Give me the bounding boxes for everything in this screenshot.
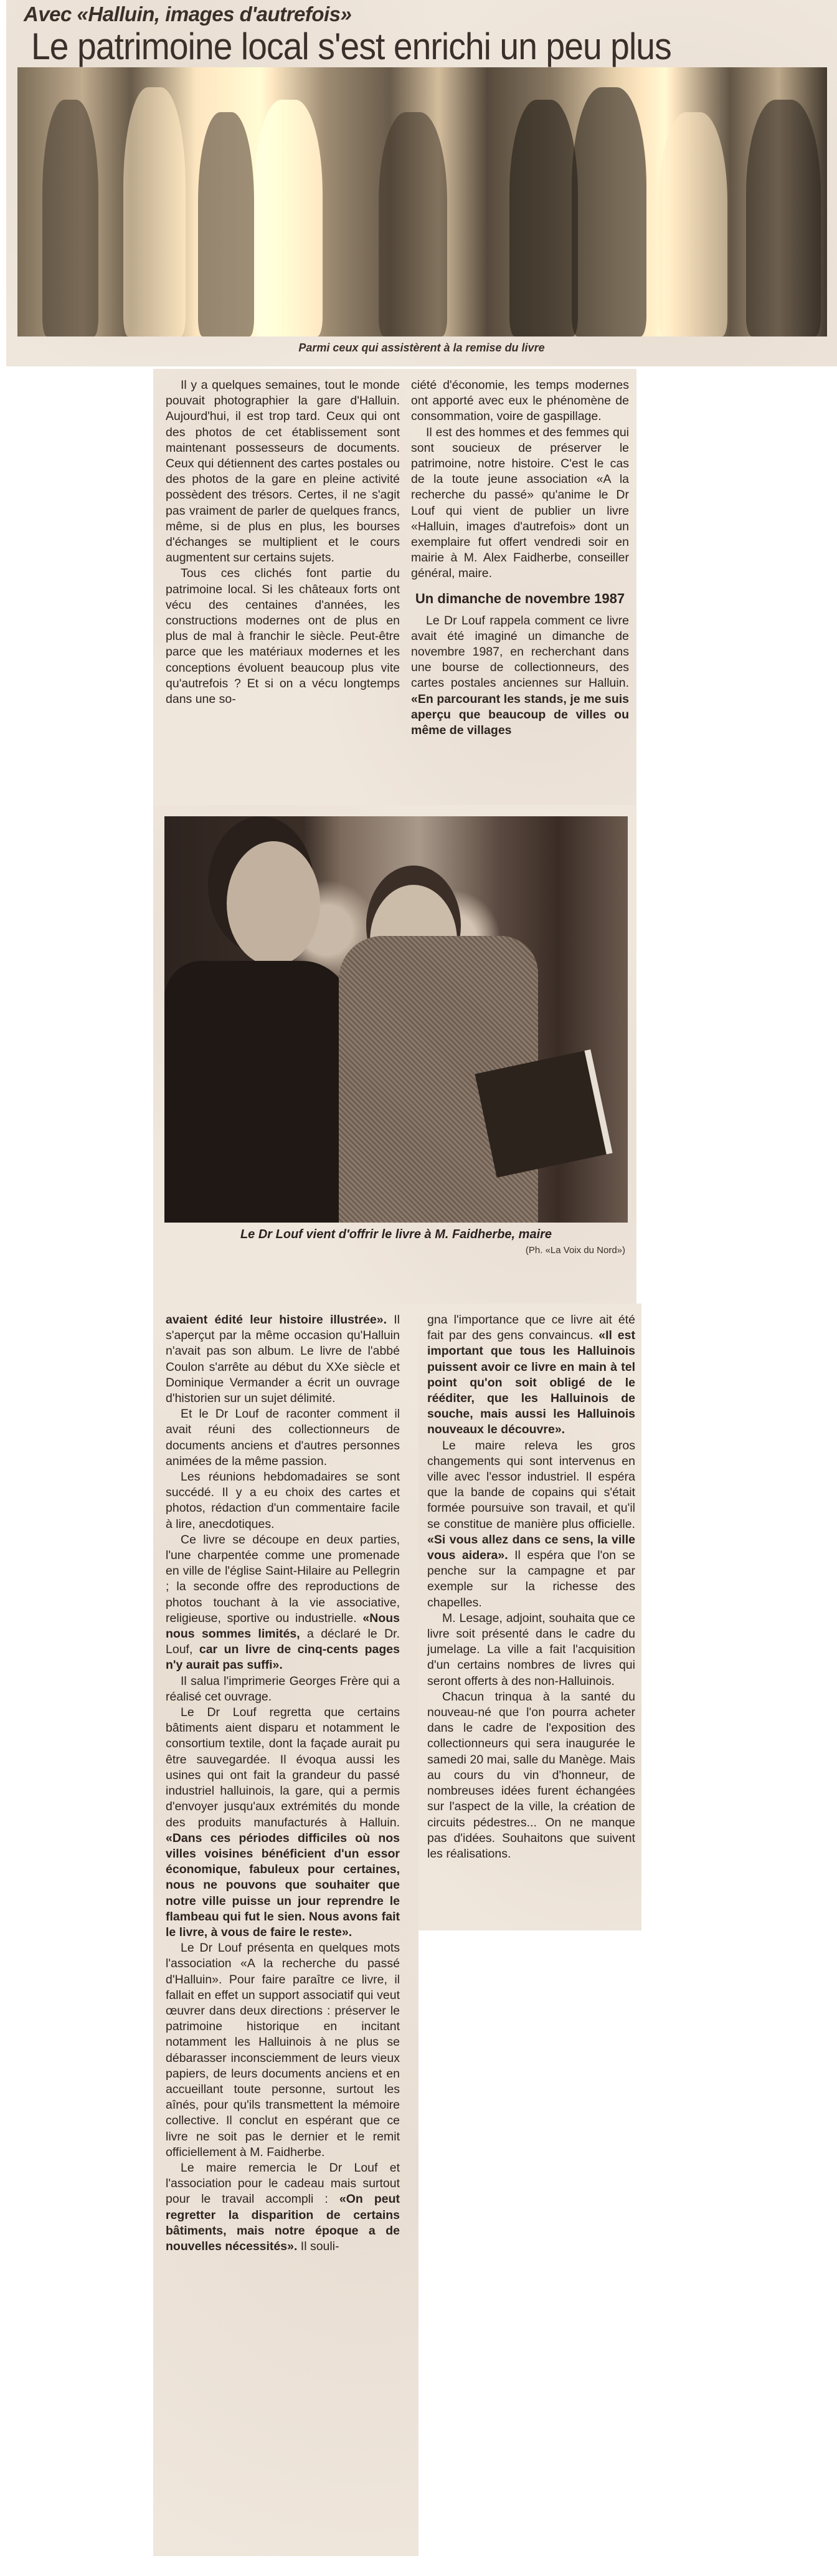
group-photo bbox=[17, 67, 827, 336]
quote-bold: «Il est important que tous les Halluinois puissent avoir ce livre en main à tel point qu'on soit obligé de le rééditer, que les Halluinois de souche, mais aussi les Halluinois nouveaux le découvre». bbox=[427, 1329, 635, 1437]
paragraph-text: Le maire remercia le Dr Louf et l'association pour le cadeau mais surtout pour le travail accompli : bbox=[166, 2160, 400, 2206]
quote-bold: «Dans ces périodes difficiles où nos villes voisines bénéficient d'un essor économique, fabuleux pour certaines, nous ne pouvons que souhaiter que notre ville puisse un jour reprendre le flambeau qui fut le sien. Nous avons fait le livre, à vous de faire le reste». bbox=[166, 1831, 400, 1939]
paragraph bbox=[166, 2160, 400, 2254]
paragraph-text: Il souli- bbox=[297, 2239, 339, 2253]
person-silhouette bbox=[572, 87, 646, 336]
column-2-bottom bbox=[427, 1312, 635, 1862]
paragraph bbox=[166, 1705, 400, 1940]
paragraph-text: Il espéra que l'on se penche sur la campagne et par exemple sur la richesse des chapelles. bbox=[427, 1548, 635, 1610]
quote-bold: «Si vous allez dans ce sens, la ville vous aidera». bbox=[427, 1532, 635, 1563]
subheading: Un dimanche de novembre 1987 bbox=[415, 590, 625, 606]
paragraph: M. Lesage, adjoint, souhaita que ce livre soit présenté dans le cadre du jumelage. La ville a fait l'acquisition d'un certains nombres de livres qui seront offerts à des non-Halluinois. bbox=[427, 1611, 635, 1688]
person-silhouette bbox=[659, 112, 727, 336]
quote-bold: «Nous nous sommes limités, bbox=[166, 1611, 400, 1641]
article-header bbox=[6, 0, 837, 366]
quote-bold: «On peut regretter la disparition de certains bâtiments, mais notre époque a de nouvelles nécessités». bbox=[166, 2192, 400, 2253]
paragraph: Chacun trinqua à la santé du nouveau-né que l'on pourra acheter dans le cadre de l'exposition des collectionneurs qui sera inaugurée le samedi 20 mai, salle du Manège. Mais au cours du vin d'honneur, de nombreuses idées furent échangées sur l'aspect de la ville, la création de circuits pédestres... On ne manque pas d'idées. Souhaitons que suivent les réalisations. bbox=[427, 1689, 635, 1861]
paragraph-text: Le maire releva les gros changements qui sont intervenus en ville avec l'essor industriel. Il espéra que la bande de copains qui s'était formée poursuive son travail, et qu'il se constitue de manière plus officielle. bbox=[427, 1438, 635, 1531]
article-headline: Le patrimoine local s'est enrichi un peu plus bbox=[31, 26, 671, 67]
handover-photo bbox=[164, 816, 628, 1223]
handover-photo-caption: Le Dr Louf vient d'offrir le livre à M. Faidherbe, maire bbox=[240, 1228, 552, 1241]
group-photo-caption: Parmi ceux qui assistèrent à la remise du livre bbox=[298, 341, 545, 354]
photo-2-block bbox=[153, 805, 636, 1304]
photo-credit: (Ph. «La Voix du Nord») bbox=[525, 1245, 625, 1256]
column-2-top bbox=[411, 378, 629, 738]
paragraph: Tous ces clichés font partie du patrimoine local. Si les châteaux forts ont vécu des centaines d'années, les constructions modernes ont de plus en plus de mal à franchir le siècle. Peut-être parce que les matériaux modernes et les conceptions évoluent beaucoup plus vite qu'autrefois ? Et si on a vécu longtemps dans une so- bbox=[166, 566, 400, 707]
person-silhouette bbox=[254, 100, 323, 336]
article-body-top bbox=[153, 369, 636, 805]
person-silhouette bbox=[198, 112, 254, 336]
person-silhouette bbox=[42, 100, 98, 336]
person-silhouette bbox=[123, 87, 186, 336]
paragraph-text: gna l'importance que ce livre ait été fait par des gens convaincus. bbox=[427, 1313, 635, 1343]
paragraph: ciété d'économie, les temps modernes ont apporté avec eux le phénomène de consommation, voire de gaspillage. bbox=[411, 378, 629, 424]
paragraph: Le Dr Louf présenta en quelques mots l'association «A la recherche du passé d'Halluin». Pour faire paraître ce livre, il fallait en effet un support associatif qui veut œuvrer dans deux directions : préserver le patrimoine historique en incitant notamment les Halluinois à ne plus se débarasser inconsciemment de leurs vieux papiers, de leurs documents anciens et en accueillant toute personne, surtout les aînés, pour qu'ils transmettent la mémoire collective. Il conclut en espérant que ce livre ne soit pas le dernier et le remit officiellement à M. Faidherbe. bbox=[166, 1941, 400, 2159]
paragraph: Il est des hommes et des femmes qui sont soucieux de préserver le patrimoine, notre histoire. C'est le cas de la toute jeune association «A la recherche du passé» qu'anime le Dr Louf qui vient de publier un livre «Halluin, images d'autrefois» dont un exemplaire fut offert vendredi soir en mairie à M. Alex Faidherbe, conseiller général, maire. bbox=[411, 425, 629, 581]
paragraph: Il y a quelques semaines, tout le monde pouvait photographier la gare d'Halluin. Aujourd'hui, il est trop tard. Ceux qui ont des photos de cet établissement sont maintenant possesseurs de documents. Ceux qui détiennent des cartes postales ou des photos de la gare en pleine activité possèdent des trésors. Certes, il ne s'agit pas vraiment de parler de quelques francs, même, si de plus en plus, les bourses d'échanges se multiplient et le cours augmentent sur certains sujets. bbox=[166, 378, 400, 565]
quote-bold: car un livre de cinq-cents pages n'y aurait pas suffi». bbox=[166, 1643, 400, 1672]
article-kicker: Avec «Halluin, images d'autrefois» bbox=[24, 2, 352, 26]
paragraph bbox=[427, 1438, 635, 1611]
paragraph-text: Le Dr Louf regretta que certains bâtiments aient disparu et notamment le consortium textile, dont la façade aurait pu être sauvegardée. Il évoqua aussi les usines qui ont fait la grandeur du passé industriel halluinois, la gare, qui a permis d'envoyer jusqu'aux extrémités du monde des produits manufacturés à Halluin. bbox=[166, 1705, 400, 1829]
column-1-bottom bbox=[166, 1312, 400, 2254]
paragraph bbox=[166, 1312, 400, 1406]
article-body-bottom-left bbox=[153, 1304, 418, 2556]
paragraph bbox=[166, 1532, 400, 1674]
paragraph-text: Il s'aperçut par la même occasion qu'Halluin n'avait pas son album. Le livre de l'abbé Coulon s'arrête au début du XXe siècle et Dominique Vermander a écrit un ouvrage d'historien sur un sujet délimité. bbox=[166, 1313, 400, 1406]
article-body-bottom-right bbox=[418, 1304, 641, 1930]
paragraph bbox=[427, 1312, 635, 1438]
column-1-top bbox=[166, 378, 400, 707]
paragraph: Et le Dr Louf de raconter comment il avait réuni des collectionneurs de documents anciens et d'autres personnes animées de la même passion. bbox=[166, 1407, 400, 1468]
person-silhouette bbox=[509, 100, 578, 336]
paragraph bbox=[411, 613, 629, 739]
person-silhouette bbox=[379, 112, 447, 336]
person-suit bbox=[164, 961, 351, 1223]
person-silhouette bbox=[746, 100, 821, 336]
paragraph-text: a déclaré le Dr. Louf, bbox=[166, 1627, 400, 1657]
paragraph: Il salua l'imprimerie Georges Frère qui a réalisé cet ouvrage. bbox=[166, 1674, 400, 1704]
quote-bold: avaient édité leur histoire illustrée». bbox=[166, 1313, 387, 1327]
person-head bbox=[227, 841, 320, 966]
paragraph-text: Le Dr Louf rappela comment ce livre avait été imaginé un dimanche de novembre 1987, en recherchant dans une bourse de collectionneurs, des cartes postales anciennes sur Halluin. bbox=[411, 613, 629, 690]
quote-bold: «En parcourant les stands, je me suis aperçu que beaucoup de villes ou même de villages bbox=[411, 692, 629, 738]
paragraph: Les réunions hebdomadaires se sont succédé. Il y a eu choix des cartes et photos, rédaction d'un commentaire facile à lire, anecdotiques. bbox=[166, 1470, 400, 1531]
paragraph-text: Ce livre se découpe en deux parties, l'une charpentée comme une promenade en ville de l'église Saint-Hilaire au Pellegrin ; la seconde offre des reproductions de photos touchant à la vie associative, religieuse, sportive ou industrielle. bbox=[166, 1532, 400, 1625]
